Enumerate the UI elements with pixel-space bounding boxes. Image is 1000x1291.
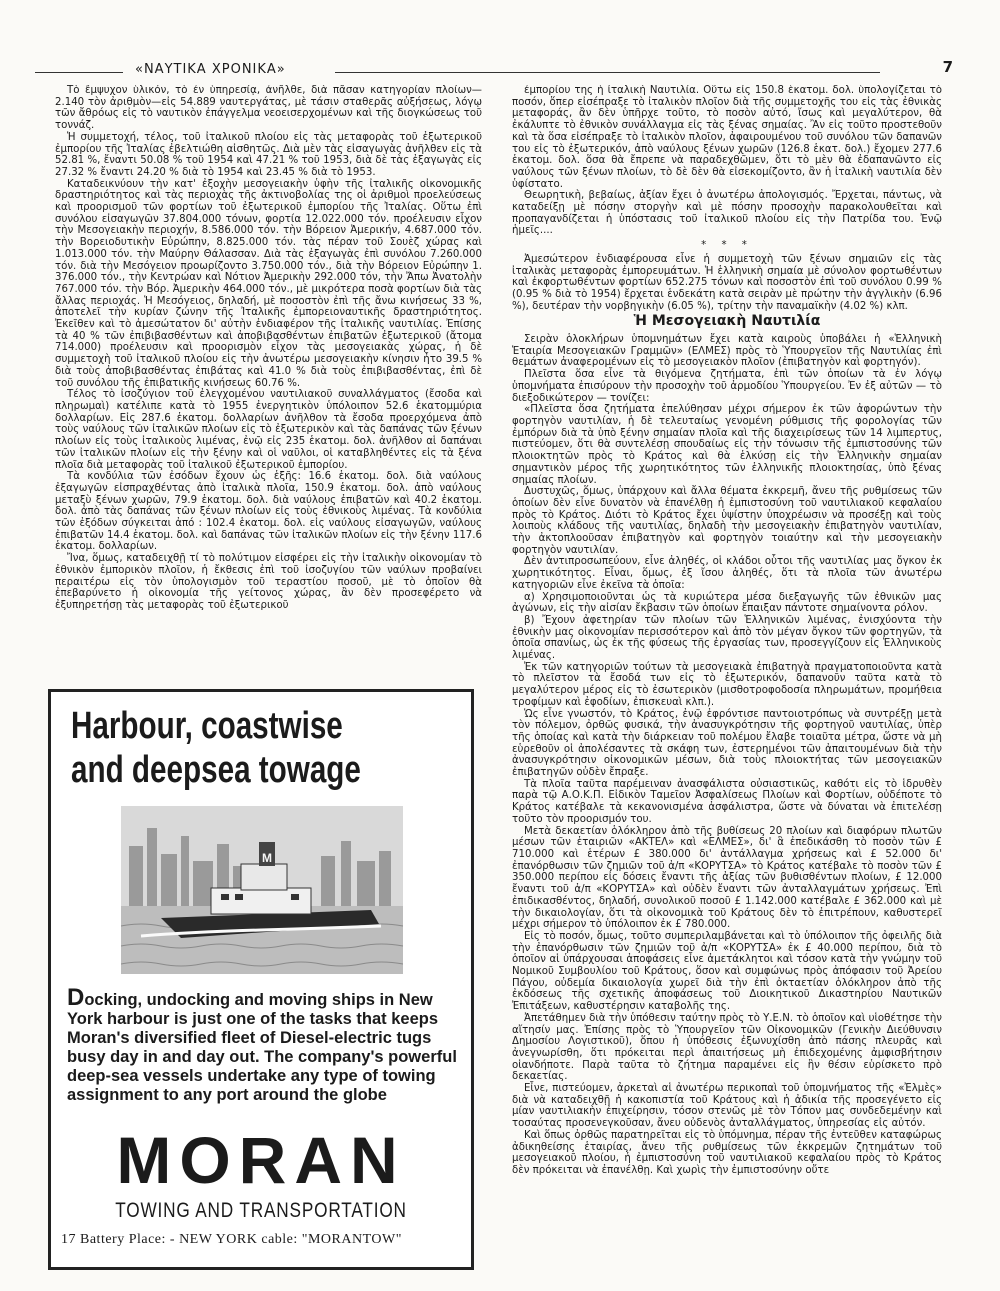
drop-cap: D bbox=[67, 984, 85, 1011]
paragraph: Καταδεικνύουν τὴν κατ' ἐξοχὴν μεσογειακὴν ὑφὴν τῆς ἰταλικῆς οἰκονομικῆς δραστηριότητος καὶ τὰς περιοχὰς τῆς ἀκτινοβολίας της οἱ ἀριθμοὶ προελεύσεως καὶ προορισμοῦ τῶν φορτίων τοῦ ἐξωτερικοῦ ἐμπορίου τῆς Ἰταλίας. Οὕτω ἐπὶ συνόλου εἰσαγωγῶν 37.804.000 τόνων, φορτία 12.022.000 τόν. προέλευσιν εἶχον τὴν Μεσογειακὴν περιοχήν, 8.586.000 τόν. τὴν Βόρειον Ἀμερικήν, 4.687.000 τόν. τὴν Βορειοδυτικὴν Εὐρώπην, 8.825.000 τόν. τὰς πέραν τοῦ Σουὲζ χώρας καὶ 1.013.000 τόν. τὴν Μαύρην Θάλασσαν. Διὰ τὰς ἐξαγωγὰς ἐπὶ συνόλου 7.260.000 τόν. διὰ τὴν Μεσόγειον προωρίζοντο 3.750.000 τόν., διὰ τὴν Βόρειον Εὐρώπην 1. 376.000 τόν., τὴν Κεντρώαν καὶ Νότιον Ἀμερικὴν 292.000 τόν, τὴν Ἄπω Ἀνατολὴν 767.000 τόν. τὴν Βόρ. Ἀμερικὴν 464.000 τόν., μὲ μικρότερα ποσὰ φορτίων διὰ τὰς ἄλλας περιοχάς. Ἡ Μεσόγειος, δηλαδή, μὲ ποσοστὸν ἐπὶ τῆς ἄνω κινήσεως 33 %, ἀποτελεῖ τὴν κυρίαν ζώνην τῆς Ἰταλικῆς ἐμπορειοναυτικῆς δραστηριότητος. Ἐκεῖθεν καὶ τὸ ἀμεσώτατον δι' αὐτὴν ἐνδιαφέρον τῆς ἰταλικῆς ναυτιλίας. Ἐπίσης τὰ 40 % τῶν ἐπιβιβασθέντων καὶ ἀποβιβασθέντων ἐπιβατῶν ἐξωτερικοῦ (ἄτομα 714.000) προέλευσιν καὶ προορισμὸν εἶχον τὰς μεσογειακὰς χώρας, ἡ δὲ συμμετοχὴ τοῦ ἰταλικοῦ πλοίου εἰς τὴν ἀνωτέρω μεσογειακὴν κίνησιν ἦτο 39.5 % διὰ τοὺς ἀποβιβασθέντας ἐπιβάτας καὶ 41.0 % διὰ τοὺς ἐπιβιβασθέντας, ἐπὶ δὲ τοῦ συνόλου τῆς ἐπιβατικῆς κινήσεως 60.76 %. bbox=[55, 178, 482, 389]
paragraph: Καὶ ὅπως ὀρθῶς παρατηρεῖται εἰς τὸ ὑπόμνημα, πέραν τῆς ἐντεῦθεν καταφώρως ἀδικηθείσης ἑταιρίας, ἄνευ τῆς ρυθμίσεως τῶν ἐκκρεμῶν ζητημάτων τοῦ μεσογειακοῦ πλοίου, ἡ ἐμπιστοσύνη τοῦ ναυτιλιακοῦ κεφαλαίου πρὸς τὸ Κράτος δὲν πρόκειται νὰ ἐπανέλθῃ. Καὶ χωρὶς τὴν ἐμπιστοσύνην οὔτε bbox=[512, 1129, 942, 1176]
ad-body-copy: ocking, undocking and moving ships in New York harbour is just one of the tasks that keeps Moran's diversified fleet of Diesel-electric tugs busy day in and day out. The company's powerful deep-sea vessels undertake any type of towing assignment to any port around the globe bbox=[67, 991, 457, 1104]
paragraph: Ἴνα, ὅμως, καταδειχθῇ τί τὸ πολύτιμον εἰσφέρει εἰς τὴν ἰταλικὴν οἰκονομίαν τὸ ἐθνικὸν ἐμπορικὸν πλοῖον, ἡ ἔκθεσις ἐπὶ τοῦ ἰσοζυγίου τῶν ναύλων προβαίνει περαιτέρω εἰς τὸν ὑπολογισμὸν τοῦ τεραστίου ποσοῦ, μὲ τὸ ὁποῖον θὰ ἐπεβαρύνετο ἡ οἰκονομία τῆς γείτονος χώρας, ἂν δὲν προσεφέρετο νὰ ἐξυπηρετήσῃ τὰς μεταφορὰς τοῦ ἐξωτερικοῦ bbox=[55, 553, 482, 611]
paragraph: Σειρὰν ὁλοκλήρων ὑπομνημάτων ἔχει κατὰ καιροὺς ὑποβάλει ἡ «Ἑλληνικὴ Ἑταιρία Μεσογειακῶν Γραμμῶν» (ΕΛΜΕΣ) πρὸς τὸ Ὑπουργεῖον τῆς Ναυτιλίας ἐπὶ θεμάτων ἀναφερομένων εἰς τὸ μεσογειακὸν πλοῖον (ἐπιβατηγὸν καὶ φορτηγόν). bbox=[512, 334, 942, 369]
header-rule-right bbox=[335, 72, 880, 73]
page-header bbox=[35, 58, 965, 82]
section-heading: Ἡ Μεσογειακὴ Ναυτιλία bbox=[633, 313, 821, 330]
paragraph: Δυστυχῶς, ὅμως, ὑπάρχουν καὶ ἄλλα θέματα ἐκκρεμῆ, ἄνευ τῆς ρυθμίσεως τῶν ὁποίων δὲν εἶνε δυνατὸν νὰ ἐπανέλθῃ ἡ ἐμπιστοσύνη τοῦ ναυτιλιακοῦ κεφαλαίου πρὸς τὸ Κράτος. Διότι τὸ Κράτος ἔχει ὑψίστην ὑποχρέωσιν νὰ προσέξῃ καὶ τοὺς λοιποὺς κλάδους τῆς ναυτιλίας, δηλαδὴ τὴν μεσογειακὴν ἐπιβατηγὸν ναυτιλίαν, τὴν ἀκτοπλοοῦσαν ἐπιβατηγὸν καὶ φορτηγὸν τοιαύτην καὶ τὴν μεσογειακὴν φορτηγὸν ναυτιλίαν. bbox=[512, 486, 942, 556]
paragraph: Μετὰ δεκαετίαν ὁλόκληρον ἀπὸ τῆς βυθίσεως 20 πλοίων καὶ διαφόρων πλωτῶν μέσων τῶν ἑταιριῶν «ΑΚΤΕΛ» καὶ «ΕΛΜΕΣ», δι' ἃ ἐπεδικάσθη τὸ ποσὸν τῶν £ 710.000 καὶ ἑτέρων £ 380.000 δι' ἀντάλλαγμα χρήσεως καὶ £ 52.000 δι' ἐπανόρθωσιν τῶν ζημιῶν τοῦ ἀ/π «ΚΟΡΥΤΣΑ» τὸ Κράτος κατέβαλε τὸ ποσὸν τῶν £ 350.000 περίπου εἰς δόσεις ἔναντι τῆς ἀξίας τῶν βυθισθέντων πλοίων, £ 12.000 ἔναντι τοῦ ἀ/π «ΚΟΡΥΤΣΑ» καὶ οὐδὲν ἔναντι τῶν ἀνταλλαγμάτων χρήσεως. Ἐπὶ ἐπιδικασθέντος, δηλαδή, συνολικοῦ ποσοῦ £ 1.142.000 κατέβαλε £ 362.000 καὶ μὲ τὴν δικαιολογίαν, ὅτι τὰ οἰκονομικὰ τοῦ Κράτους δὲν τὸ ἐπιτρέπουν, καθυστερεῖ μέχρι σήμερον τὸ ὑπόλοιπον ἐκ £ 780.000. bbox=[512, 825, 942, 931]
paragraph: Εἶνε, πιστεύομεν, ἀρκεταὶ αἱ ἀνωτέρω περικοπαὶ τοῦ ὑπομνήματος τῆς «Ἐλμὲς» διὰ νὰ καταδειχθῇ ἡ κακοπιστία τοῦ Κράτους καὶ ἡ ἀδικία τῆς προσεγένετο εἰς μίαν ναυτιλιακὴν ἐπιχείρησιν, τόσον στενῶς μὲ τὸν Τόπον μας συνδεδεμένην καὶ τοσαύτας προσενεγκοῦσαν, ἄνευ οὐδενὸς ἀνταλλάγματος, ὑπηρεσίας εἰς αὐτόν. bbox=[512, 1083, 942, 1130]
header-rule-left bbox=[35, 72, 123, 73]
paragraph: Ἐκ τῶν κατηγοριῶν τούτων τὰ μεσογειακὰ ἐπιβατηγὰ πραγματοποιοῦντα κατὰ τὸ πλεῖστον τὰ ἔσοδά των εἰς τὸ ἐξωτερικόν, δαπανοῦν ταῦτα κατὰ τὸ μεγαλύτερον μέρος εἰς τὸ ἐσωτερικὸν (μισθοτροφοδοσία πληρωμάτων, προμήθεια τροφίμων καὶ ἐφοδίων, ἐπισκευαὶ κλπ.). bbox=[512, 661, 942, 708]
left-column bbox=[55, 85, 482, 683]
brand-tagline: TOWING AND TRANSPORTATION bbox=[115, 1199, 407, 1222]
paragraph: Τὰ πλοῖα ταῦτα παρέμειναν ἀνασφάλιστα οὐσιαστικῶς, καθότι εἰς τὸ ἱδρυθὲν παρὰ τῷ Α.Ο.Κ.Π. Εἰδικὸν Ταμεῖον Ἀσφαλίσεως Πλοίων καὶ Φορτίων, οὐδέποτε τὸ Κράτος κατέβαλε τὰ κεκανονισμένα ἀσφάλιστρα, ὥστε νὰ δύναται νὰ ἐπιτελέσῃ τοῦτο τὸν προορισμόν του. bbox=[512, 778, 942, 825]
paragraph: Πλεῖστα ὅσα εἶνε τὰ θιγόμενα ζητήματα, ἐπὶ τῶν ὁποίων τὰ ἐν λόγῳ ὑπομνήματα ἐπισύρουν τὴν προσοχὴν τοῦ ἀρμοδίου Ὑπουργείου. Ἐν ἐξ αὐτῶν — τὸ διεξοδικώτερον — τονίζει: bbox=[512, 369, 942, 404]
ad-headline-line: Harbour, coastwise bbox=[71, 705, 343, 747]
page-number: 7 bbox=[942, 58, 953, 76]
company-address: 17 Battery Place: - NEW YORK cable: "MORANTOW" bbox=[61, 1232, 402, 1247]
paragraph: Θεωρητικὴ, βεβαίως, ἀξίαν ἔχει ὁ ἀνωτέρω ἀπολογισμός. Ἔρχεται, πάντως, νὰ καταδείξῃ μὲ πόσην στοργὴν καὶ μὲ πόσην προσοχὴν παρακολουθεῖται καὶ προπαγανδίζεται ἡ ὑπόστασις τοῦ ἰταλικοῦ πλοίου εἰς τὴν Πατρίδα του. Ἐνῷ ἡμεῖς.... bbox=[512, 190, 942, 237]
paragraph: Ὡς εἶνε γνωστόν, τὸ Κράτος, ἐνῷ ἐφρόντισε παντοιοτρόπως νὰ συντρέξῃ μετὰ τὸν πόλεμον, ὀρθῶς φυσικά, τὴν ἀνασυγκρότησιν τῆς φορτηγοῦ ναυτιλίας, ὑπὲρ τῆς ὁποίας καὶ κατὰ τὴν διάρκειαν τοῦ πολέμου ἔλαβε τοιαῦτα μέτρα, ὥστε νὰ μὴ εὑρεθοῦν οἱ ἀπολέσαντες τὰ σκάφη των, ἐστερημένοι τῶν ἀπαιτουμένων διὰ τὴν ἀνασυγκρότησιν οἰκονομικῶν μέσων, διὰ τοὺς πλοιοκτήτας τῶν μεσογειακῶν ἐπιβατηγῶν οὐδὲν ἔπραξε. bbox=[512, 708, 942, 779]
section-divider-stars: * * * bbox=[701, 240, 753, 252]
paragraph: Τέλος τὸ ἰσοζύγιον τοῦ ἐλεγχομένου ναυτιλιακοῦ συναλλάγματος (ἔσοδα καὶ πληρωμαὶ) κατέλιπε κατὰ τὸ 1955 ἐνεργητικὸν ὑπόλοιπον 52.6 ἑκατομμύρια δολλαρίων. Εἰς 287.6 ἑκατομ. δολλαρίων ἀνῆλθον τὰ ἔσοδα προερχόμενα ἀπὸ τοὺς ναύλους τῶν ἰταλικῶν πλοίων εἰς τὸ ἐξωτερικὸν καὶ τὰς δαπάνας τῶν ξένων πλοίων εἰς τοὺς ἰταλικοὺς λιμένας, ἐνῷ εἰς 235 ἑκατομ. δολ. ἀνῆλθον αἱ δαπάναι τῶν ἰταλικῶν πλοίων εἰς τὴν ξένην καὶ οἱ ναῦλοι, οἱ καταβληθέντες εἰς τὰ ξένα πλοῖα διὰ μεταφορὰς τοῦ ἰταλικοῦ ἐξωτερικοῦ ἐμπορίου. bbox=[55, 389, 482, 471]
paragraph: Δὲν ἀντιπροσωπεύουν, εἶνε ἀληθές, οἱ κλάδοι οὗτοι τῆς ναυτιλίας μας ὄγκον ἐκ χωρητικότητος. Εἶναι, ὅμως, ἐξ ἴσου ἀληθές, ὅτι τὰ πλοῖα τῶν ἀνωτέρω κατηγοριῶν εἶνε ἐκεῖνα τὰ ὁποῖα: bbox=[512, 556, 942, 591]
paragraph: «Πλεῖστα ὅσα ζητήματα ἐπελύθησαν μέχρι σήμερον ἐκ τῶν ἀφορώντων τὴν φορτηγὸν ναυτιλίαν, ἡ δὲ τελευταίως γενομένη ρύθμισις τῆς φορολογίας τῶν ἐμπόρων διὰ τὰ ὑπὸ ξένην σημαίαν πλοῖα καὶ τῆς διαχειρίσεως τῶν 14 λιμπερτυς, πιστεύομεν, ὅτι θὰ συντελέσῃ σπουδαίως εἰς τὴν τόνωσιν τῆς ἐμπιστοσύνης τῶν πλοιοκτητῶν πρὸς τὸ Κράτος καὶ θὰ ἑλκύσῃ εἰς τὴν Ἑλληνικὴν σημαίαν σημαντικὸν μέρος τῆς χωρητικότητος τῶν ἑλληνικῆς πλοιοκτησίας, ὑπὸ ξένας σημαίας πλοίων. bbox=[512, 404, 942, 486]
right-column bbox=[512, 85, 942, 1275]
paragraph: Ἀπετάθημεν διὰ τὴν ὑπόθεσιν ταύτην πρὸς τὸ Υ.Ε.Ν. τὸ ὁποῖον καὶ υἱοθέτησε τὴν αἴτησίν μας. Ἐπίσης πρὸς τὸ Ὑπουργεῖον τῶν Οἰκονομικῶν (Γενικὴν Διεύθυνσιν Δημοσίου Λογιστικοῦ), ὅπου ἡ ὑπόθεσις ἐξωνυχίσθη ἀπὸ πάσης πλευρᾶς καὶ ἀνεγνωρίσθη, ὅτι πρόκειται περὶ ἀπαιτήσεως μὴ ἐπιδεχομένης ἀμφισβήτησιν οἱανδήποτε. Παρὰ ταῦτα τὸ ζήτημα παραμένει εἰς ἣν θέσιν εὑρίσκετο πρὸ δεκαετίας. bbox=[512, 1012, 942, 1083]
paragraph: ἐμπορίου της ἡ ἰταλικὴ Ναυτιλία. Οὕτω εἰς 150.8 ἑκατομ. δολ. ὑπολογίζεται τὸ ποσόν, ὅπερ εἰσέπραξε τὸ ἰταλικὸν πλοῖον διὰ τῆς συμμετοχῆς του εἰς τὰς ἐθνικὰς μεταφοράς, ἂν δὲν ὑπῆρχε τοῦτο, τὸ ποσὸν αὐτό, ἴσως καὶ μεγαλύτερον, θὰ ἐκάλυπτε τὸ ἐθνικὸν συνάλλαγμα εἰς τὰς ξένας σημαίας. Ἂν εἰς τοῦτο προστεθοῦν καὶ τὰ ὅσα εἰσέπραξε τὸ ἰταλικὸν πλοῖον, ἀφαιρουμένου τοῦ συνόλου τῶν δαπανῶν του εἰς τὸ ἐξωτερικόν, ἀπὸ ναύλους ξένων χωρῶν (126.8 ἑκατ. δολ.) ἔχομεν 277.6 ἑκατομ. δολ. ὅσα θὰ ἔπρεπε νὰ παραδεχθῶμεν, ὅτι τὸ μὲν θὰ ἐδαπανῶντο εἰς ναύλους τῶν ξένων πλοίων, τὸ δὲ δὲν θὰ εἰσεκομίζοντο, ἂν ἡ ἰταλικὴ ναυτιλία δὲν ὑφίστατο. bbox=[512, 85, 942, 190]
tug-letter: M bbox=[262, 851, 272, 865]
paragraph: α) Χρησιμοποιοῦνται ὡς τὰ κυριώτερα μέσα διεξαγωγῆς τῶν ἐθνικῶν μας ἀγώνων, εἰς τὴν αἰσίαν ἔκβασιν τῶν ὁποίων ἔπαιξαν πάντοτε σημαίνοντα ρόλον. bbox=[512, 591, 942, 615]
paragraph: Εἰς τὸ ποσόν, ὅμως, τοῦτο συμπεριλαμβάνεται καὶ τὸ ὑπόλοιπον τῆς ὀφειλῆς διὰ τὴν ἐπανόρθωσιν τῶν ζημιῶν τοῦ ἀ/π «ΚΟΡΥΤΣΑ» ἐκ £ 40.000 περίπου, διὰ τὸ ὁποῖον αἱ ὑπάρχουσαι ἀποφάσεις εἶνε ἀμετάκλητοι καὶ τόσον κατὰ τὴν γνώμην τοῦ Νομικοῦ Συμβουλίου τοῦ Κράτους, ὅσον καὶ συμφώνως πρὸς ἀπόφασιν τοῦ Ἀρείου Πάγου, οὐδεμία δικαιολογία χωρεῖ διὰ τὴν ἐπὶ ὀκταετίαν ὁλόκληρον ἀπὸ τῆς ἐκδόσεως τῆς σχετικῆς ἀποφάσεως τοῦ Διοικητικοῦ Δικαστηρίου Ναυτικῶν Ἐπιτάξεων, καθυστέρησιν καταβολῆς της. bbox=[512, 930, 942, 1013]
paragraph: Ἡ συμμετοχή, τέλος, τοῦ ἰταλικοῦ πλοίου εἰς τὰς μεταφορὰς τοῦ ἐξωτερικοῦ ἐμπορίου τῆς Ἰταλίας ἐβελτιώθη αἰσθητῶς. Διὰ μὲν τὰς εἰσαγωγὰς ἀνῆλθεν εἰς τὰ 52.81 %, ἔναντι 50.08 % τοῦ 1954 καὶ 47.21 % τοῦ 1953, διὰ δὲ τὰς ἐξαγωγὰς εἰς 27.32 % ἔναντι 24.20 % διὰ τὸ 1954 καὶ 23.45 % διὰ τὸ 1953. bbox=[55, 131, 482, 178]
brand-logo: MORAN bbox=[116, 1123, 406, 1197]
paragraph: β) Ἔχουν ἀφετηρίαν τῶν πλοίων τῶν Ἑλληνικῶν λιμένας, ἐνισχύοντα τὴν ἐθνικὴν μας οἰκονομίαν περισσότερον καὶ ἀπὸ τὸν μέγαν ὄγκον τῶν φορτηγῶν, τὰ ὁποῖα σπανίως, ὡς ἐκ τῆς φύσεως τῆς ἐργασίας των, προσεγγίζουν εἰς Ἑλληνικοὺς λιμένας. bbox=[512, 614, 942, 662]
moran-advertisement bbox=[48, 689, 474, 1270]
magazine-title: «ΝΑΥΤΙΚΑ ΧΡΟΝΙΚΑ» bbox=[135, 62, 286, 77]
ad-headline-line: and deepsea towage bbox=[71, 749, 361, 791]
tugboat-photo bbox=[121, 806, 403, 974]
ad-headline bbox=[71, 704, 375, 792]
paragraph: Τὸ ἔμψυχον ὑλικόν, τὸ ἐν ὑπηρεσίᾳ, ἀνῆλθε, διὰ πᾶσαν κατηγορίαν πλοίων—2.140 τὸν ἀριθμὸν—εἰς 54.889 ναυτεργάτας, μὲ τάσιν σταθερᾶς αὐξήσεως, λόγῳ τῶν ἄθρόως εἰς τὸ ναυτικὸν ἐπάγγελμα νεοεισερχομένων καὶ τῆς διογκώσεως τοῦ τοννάζ. bbox=[55, 85, 482, 132]
ad-body-text bbox=[67, 984, 457, 1105]
paragraph: Ἀμεσώτερον ἐνδιαφέρουσα εἶνε ἡ συμμετοχὴ τῶν ξένων σημαιῶν εἰς τὰς ἰταλικὰς μεταφορὰς ἐμπορευμάτων. Ἡ ἑλληνικὴ σημαία μὲ σύνολον φορτωθέντων καὶ ἐκφορτωθέντων φορτίων 652.275 τόνων καὶ ποσοστὸν ἐπὶ τοῦ συνόλου 0.99 % (0.95 % διὰ τὸ 1954) ἔρχεται ἑνδεκάτη κατὰ σειρὰν μὲ πρώτην τὴν ἀγγλικὴν (6.96 %), δευτέραν τὴν νορβηγικὴν (6.05 %), τρίτην τὴν παναμαϊκὴν (4.02 %) κλπ. bbox=[512, 253, 942, 312]
paragraph: Τὰ κονδύλια τῶν ἐσόδων ἔχουν ὡς ἑξῆς: 16.6 ἑκατομ. δολ. διὰ ναύλους ἐξαγωγῶν εἰσπραχθέντας ἀπὸ ἰταλικὰ πλοῖα, 150.9 ἑκατομ. δολ. ἀπὸ ναύλους μεταξὺ ξένων χωρῶν, 79.9 ἑκατομ. δολ. διὰ ναύλους ἐπιβατῶν καὶ 40.2 ἑκατομ. δολ. ἀπὸ τὰς δαπάνας τῶν ξένων πλοίων εἰς τοὺς ἐθνικοὺς λιμένας. Τὰ κονδύλια τῶν ἐξόδων σύγκειται ἀπό : 102.4 ἑκατομ. δολ. εἰς ναύλους εἰσαγωγῶν, ναύλους ἐπιβατῶν 14.4 ἑκατομ. δολ. καὶ δαπάνας τῶν ἰταλικῶν πλοίων εἰς τὴν ξένην 117.6 ἑκατομ. δολλαρίων. bbox=[55, 471, 482, 553]
